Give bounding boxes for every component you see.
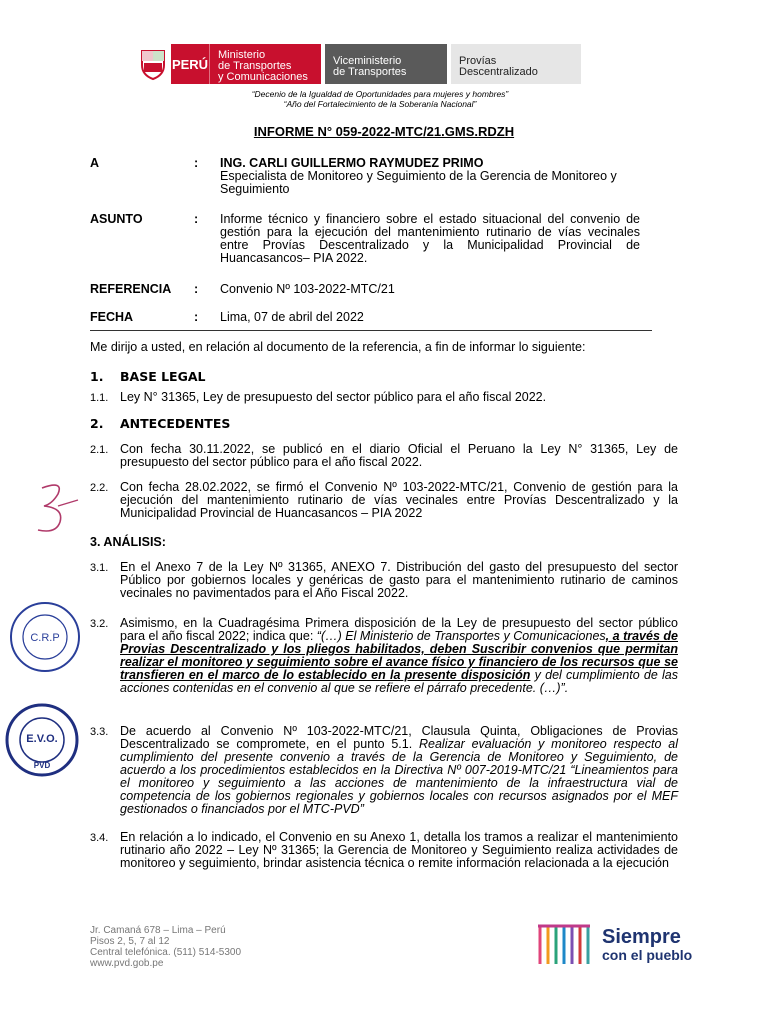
stamp-seal-icon xyxy=(8,600,82,674)
meta-asunto: ASUNTO : Informe técnico y financiero sobre el estado situacional del convenio de gestión para la ejecución del mantenimiento rutinario de vías vecinales entre Provías Descentralizado y la Municipalidad Provincial de Huancasancos– PIA 2022. xyxy=(90,212,640,265)
section-2-number: 2. xyxy=(90,416,104,431)
item-3-2: Asimismo, en la Cuadragésima Primera disposición de la Ley de presupuesto del sector público para el año fiscal 2022; indica que: “(…) El Ministerio de Transportes y Comunicaciones, a través de Provias Descentralizado y los pliegos habilitados, deben Suscribir convenios que permitan realizar el monitoreo y seguimiento sobre el avance físico y financiero de los recursos que se transfieren en el marco de lo establecido en la presente disposición y del cumplimiento de las acciones contenidas en el convenio al que se refiere el párrafo precedente. (…)”. xyxy=(120,616,678,695)
a-name: ING. CARLI GUILLERMO RAYMUDEZ PRIMO xyxy=(220,156,484,170)
header-banner xyxy=(135,44,605,84)
siempre-con-el-pueblo-logo xyxy=(536,920,692,970)
svg-text:C.R.P: C.R.P xyxy=(30,632,60,644)
handwritten-mark xyxy=(28,478,80,538)
item-3-3: De acuerdo al Convenio Nº 103-2022-MTC/21, Clausula Quinta, Obligaciones de Provias Descentralizado se compromete, en el punto 5.1. Realizar evaluación y monitoreo respecto al cumplimiento del presente convenio a través de la Gerencia de Monitoreo y Seguimiento, de acuerdo a los procedimientos establecidos en la Directiva Nº 007-2019-MTC/21 “Lineamientos para el monitoreo y seguimiento a las acciones de mantenimiento de la infraestructura vial de competencia de los gobiernos regionales y gobiernos locales con recursos asignados por el MEF gestionados o financiados por el MTC-PVD” xyxy=(120,724,678,816)
decenio-text: “Decenio de la Igualdad de Oportunidades para mujeres y hombres” “Año del Fortalecimiento de la Soberanía Nacional” xyxy=(251,89,509,109)
meta-fecha: FECHA : Lima, 07 de abril del 2022 xyxy=(90,311,650,324)
item-number: 2.1. xyxy=(90,444,109,456)
section-1-number: 1. xyxy=(90,369,104,384)
people-icon xyxy=(536,920,596,970)
item-number: 3.2. xyxy=(90,618,109,630)
section-2-title: ANTECEDENTES xyxy=(120,416,231,431)
item-1-1: Ley N° 31365, Ley de presupuesto del sector público para el año fiscal 2022. xyxy=(120,390,547,404)
section-3-title: 3. ANÁLISIS: xyxy=(90,535,166,549)
divider-line xyxy=(90,330,652,331)
meta-a: A : ING. CARLI GUILLERMO RAYMUDEZ PRIMO Especialista de Monitoreo y Seguimiento de la Gerencia de Monitoreo y Seguimiento xyxy=(90,157,650,196)
website-link[interactable]: www.pvd.gob.pe xyxy=(90,958,164,969)
peru-crest-icon xyxy=(135,44,171,84)
asunto-value: Informe técnico y financiero sobre el estado situacional del convenio de gestión para la ejecución del mantenimiento rutinario de vías vecinales entre Provías Descentralizado y la Municipalidad Provincial de Huancasancos– PIA 2022. xyxy=(220,212,640,265)
item-2-2: Con fecha 28.02.2022, se firmó el Convenio Nº 103-2022-MTC/21, Convenio de gestión para la ejecución del mantenimiento rutinario de vías vecinales entre Provías Descentralizado y la Municipalidad Provincial de Huancasancos – PIA 2022 xyxy=(120,480,678,520)
item-number: 1.1. xyxy=(90,392,109,404)
footer-address: Jr. Camaná 678 – Lima – Perú Pisos 2, 5, 7 al 12 Central telefónica. (511) 514-5300 www.pvd.gob.pe xyxy=(90,925,242,969)
stamp-seal-icon xyxy=(4,702,80,778)
item-2-1: Con fecha 30.11.2022, se publicó en el diario Oficial el Peruano la Ley N° 31365, Ley de presupuesto del sector público para el año fiscal 2022. xyxy=(120,442,678,469)
item-number: 3.4. xyxy=(90,832,109,844)
fecha-value: Lima, 07 de abril del 2022 xyxy=(220,310,364,324)
a-role: Especialista de Monitoreo y Seguimiento de la Gerencia de Monitoreo y Seguimiento xyxy=(220,169,617,196)
logo-line-2: con el pueblo xyxy=(602,947,693,963)
viceministerio-label: Viceministerio de Transportes xyxy=(325,44,447,84)
item-3-1: En el Anexo 7 de la Ley Nº 31365, ANEXO 7. Distribución del gasto del presupuesto del sector Público por gobiernos locales y genéricas de gasto para el mantenimiento rutinario de caminos vecinales no pavimentados para el Año Fiscal 2022. xyxy=(120,560,678,600)
item-number: 3.3. xyxy=(90,726,109,738)
ministerio-label: Ministerio de Transportes y Comunicaciones xyxy=(209,44,321,84)
meta-referencia: REFERENCIA : Convenio Nº 103-2022-MTC/21 xyxy=(90,283,650,296)
intro-text: Me dirijo a usted, en relación al documento de la referencia, a fin de informar lo siguiente: xyxy=(90,340,586,354)
svg-text:E.V.O.: E.V.O. xyxy=(26,733,58,745)
item-3-4: En relación a lo indicado, el Convenio en su Anexo 1, detalla los tramos a realizar el mantenimiento rutinario año 2022 – Ley Nº 31365; la Gerencia de Monitoreo y Seguimiento realiza actividades de monitoreo y seguimiento, brindar asistencia técnica o remite información relacionada a la ejecución xyxy=(120,830,678,870)
provias-label: Provías Descentralizado xyxy=(451,44,581,84)
item-number: 3.1. xyxy=(90,562,109,574)
referencia-value: Convenio Nº 103-2022-MTC/21 xyxy=(220,282,395,296)
peru-label: PERÚ xyxy=(171,44,209,84)
logo-line-1: Siempre xyxy=(602,926,681,948)
section-1-title: BASE LEGAL xyxy=(120,369,206,384)
report-title: INFORME N° 059-2022-MTC/21.GMS.RDZH xyxy=(253,124,515,139)
svg-text:PVD: PVD xyxy=(33,761,51,770)
item-number: 2.2. xyxy=(90,482,109,494)
